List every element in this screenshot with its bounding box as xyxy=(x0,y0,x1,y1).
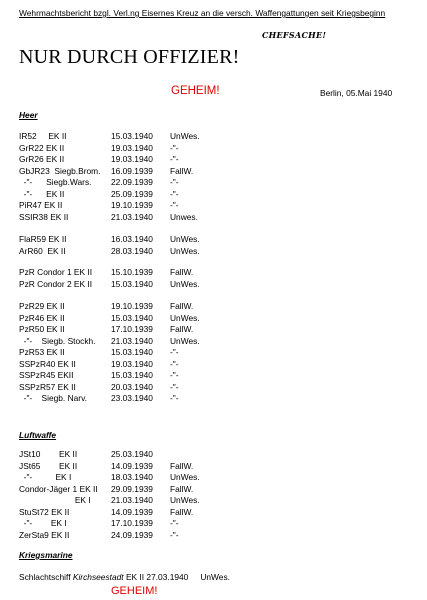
place-date: Berlin, 05.Mai 1940 xyxy=(320,88,393,98)
date-cell: 19.03.1940 xyxy=(111,154,153,164)
table-row xyxy=(19,324,399,335)
table-row xyxy=(19,166,399,177)
table-row xyxy=(19,347,399,358)
status-cell: -"- xyxy=(170,370,179,380)
unit-cell: PzR50 EK II xyxy=(19,324,65,334)
table-row xyxy=(19,393,399,404)
date-cell: 14.09.1939 xyxy=(111,460,153,471)
unit-cell: ZerSta9 EK II xyxy=(19,529,70,540)
unit-cell: JSt10 EK II xyxy=(19,449,78,459)
date-cell: 17.10.1939 xyxy=(111,518,153,528)
unit-cell: PiR47 EK II xyxy=(19,200,63,210)
unit-cell: -"- Siegb. Narv. xyxy=(19,393,87,403)
document-title: NUR DURCH OFFIZIER! xyxy=(19,46,240,68)
table-row xyxy=(19,131,399,142)
table-row xyxy=(19,143,399,154)
unit-cell: -"- Siegb.Wars. xyxy=(19,177,92,187)
unit-cell: -"- Siegb. Stockh. xyxy=(19,335,96,346)
unit-cell: SSPzR57 EK II xyxy=(19,381,76,392)
unit-cell: Condor-Jäger 1 EK II xyxy=(19,483,98,494)
date-cell: 25.03.1940 xyxy=(111,449,153,459)
unit-cell: -"- EK I xyxy=(19,518,67,528)
secret-label-bottom: GEHEIM! xyxy=(111,585,158,597)
status-cell: UnWes. xyxy=(170,234,200,244)
unit-cell: GrR26 EK II xyxy=(19,154,65,164)
battleship-prefix: Schlachtschiff xyxy=(19,572,71,582)
status-cell: FallW. xyxy=(170,483,194,494)
unit-cell: JSt65 EK II xyxy=(19,460,78,471)
date-cell: 14.09.1939 xyxy=(111,506,153,517)
document-header-line: Wehrmachtsbericht bzgl. Verl.ng Eisernes Kreuz an die versch. Waffengattungen seit Kriegsbeginn xyxy=(19,8,386,18)
date-cell: 19.03.1940 xyxy=(111,142,153,153)
table-row xyxy=(19,267,399,278)
date-cell: 19.03.1940 xyxy=(111,358,153,369)
table-row xyxy=(19,189,399,200)
classification-stamp: CHEFSACHE! xyxy=(262,30,327,40)
unit-cell: PzR Condor 2 EK II xyxy=(19,278,93,289)
date-cell: 19.10.1939 xyxy=(111,200,153,210)
table-row xyxy=(19,234,399,245)
table-row xyxy=(19,495,399,506)
date-cell: 21.03.1940 xyxy=(111,211,153,222)
unit-cell: SSPzR40 EK II xyxy=(19,358,76,369)
date-cell: 24.09.1939 xyxy=(111,529,153,540)
date-cell: 16.09.1939 xyxy=(111,165,153,176)
date-cell: 15.03.1940 xyxy=(111,312,153,323)
status-cell: UnWes. xyxy=(170,312,200,323)
date-cell: 22.09.1939 xyxy=(111,177,153,187)
date-cell: 17.10.1939 xyxy=(111,324,153,334)
date-cell: 16.03.1940 xyxy=(111,234,153,244)
status-cell: -"- xyxy=(170,347,179,357)
status-cell: FallW. xyxy=(170,165,194,176)
table-row xyxy=(19,382,399,393)
status-cell: FallW. xyxy=(170,460,194,471)
status-cell: -"- xyxy=(170,529,179,540)
unit-cell: PzR Condor 1 EK II xyxy=(19,267,93,277)
date-cell: 15.10.1939 xyxy=(111,267,153,277)
table-row xyxy=(19,518,399,529)
table-row xyxy=(19,154,399,165)
status-cell: -"- xyxy=(170,142,179,153)
date-cell: 19.10.1939 xyxy=(111,301,153,311)
date-cell: 15.03.1940 xyxy=(111,370,153,380)
status-cell: UnWes. xyxy=(170,131,200,141)
date-cell: 20.03.1940 xyxy=(111,381,153,392)
unit-cell: SSIR38 EK II xyxy=(19,211,69,222)
status-cell: -"- xyxy=(170,518,179,528)
status-cell: Unwes. xyxy=(170,211,198,222)
status-cell: FallW. xyxy=(170,267,194,277)
status-cell: -"- xyxy=(170,358,179,369)
battleship-entry xyxy=(19,572,230,582)
table-row xyxy=(19,301,399,312)
table-row xyxy=(19,359,399,370)
status-cell: UnWes. xyxy=(170,495,200,505)
status-cell: FallW. xyxy=(170,506,194,517)
status-cell: FallW. xyxy=(170,301,194,311)
status-cell: UnWes. xyxy=(170,278,200,289)
status-cell: UnWes. xyxy=(170,335,200,346)
unit-cell: SSPzR45 EKII xyxy=(19,370,74,380)
table-row xyxy=(19,200,399,211)
date-cell: 23.03.1940 xyxy=(111,393,153,403)
battleship-name: Kirchseestadt xyxy=(72,572,124,582)
status-cell: FallW. xyxy=(170,324,194,334)
status-cell: -"- xyxy=(170,393,179,403)
date-cell: 15.03.1940 xyxy=(111,278,153,289)
date-cell: 15.03.1940 xyxy=(111,347,153,357)
date-cell: 28.03.1940 xyxy=(111,245,153,256)
status-cell: UnWes. xyxy=(170,245,200,256)
unit-cell: IR52 EK II xyxy=(19,131,67,141)
unit-cell: PzR29 EK II xyxy=(19,301,65,311)
status-cell: -"- xyxy=(170,177,179,187)
table-row xyxy=(19,530,399,541)
unit-cell: EK I xyxy=(19,495,91,505)
unit-cell: PzR53 EK II xyxy=(19,347,65,357)
table-row xyxy=(19,461,399,472)
status-cell: -"- xyxy=(170,381,179,392)
status-cell: -"- xyxy=(170,200,179,210)
status-cell: -"- xyxy=(170,188,179,199)
table-row xyxy=(19,336,399,347)
battleship-award-date: EK II 27.03.1940 xyxy=(125,572,189,582)
unit-cell: GrR22 EK II xyxy=(19,142,65,153)
date-cell: 21.03.1940 xyxy=(111,335,153,346)
date-cell: 18.03.1940 xyxy=(111,472,153,482)
status-cell: -"- xyxy=(170,154,179,164)
unit-cell: -"- EK I xyxy=(19,472,72,482)
unit-cell: PzR46 EK II xyxy=(19,312,65,323)
table-row xyxy=(19,212,399,223)
unit-cell: ArR60 EK II xyxy=(19,245,66,256)
unit-cell: -"- EK II xyxy=(19,188,65,199)
table-row xyxy=(19,246,399,257)
table-row xyxy=(19,313,399,324)
table-row xyxy=(19,370,399,381)
status-cell: UnWes. xyxy=(170,472,200,482)
section-title-kriegsmarine: Kriegsmarine xyxy=(19,550,73,560)
date-cell: 15.03.1940 xyxy=(111,131,153,141)
table-row xyxy=(19,177,399,188)
table-row xyxy=(19,484,399,495)
table-row xyxy=(19,279,399,290)
unit-cell: FlaR59 EK II xyxy=(19,234,67,244)
date-cell: 21.03.1940 xyxy=(111,495,153,505)
table-row xyxy=(19,449,399,460)
unit-cell: StuSt72 EK II xyxy=(19,506,70,517)
date-cell: 29.09.1939 xyxy=(111,483,153,494)
section-title-heer: Heer xyxy=(19,110,38,120)
unit-cell: GbJR23 Siegb.Brom. xyxy=(19,165,101,176)
table-row xyxy=(19,507,399,518)
date-cell: 25.09.1939 xyxy=(111,188,153,199)
table-row xyxy=(19,472,399,483)
section-title-luftwaffe: Luftwaffe xyxy=(19,430,57,440)
battleship-status: UnWes. xyxy=(200,572,230,582)
secret-label-top: GEHEIM! xyxy=(171,85,220,97)
